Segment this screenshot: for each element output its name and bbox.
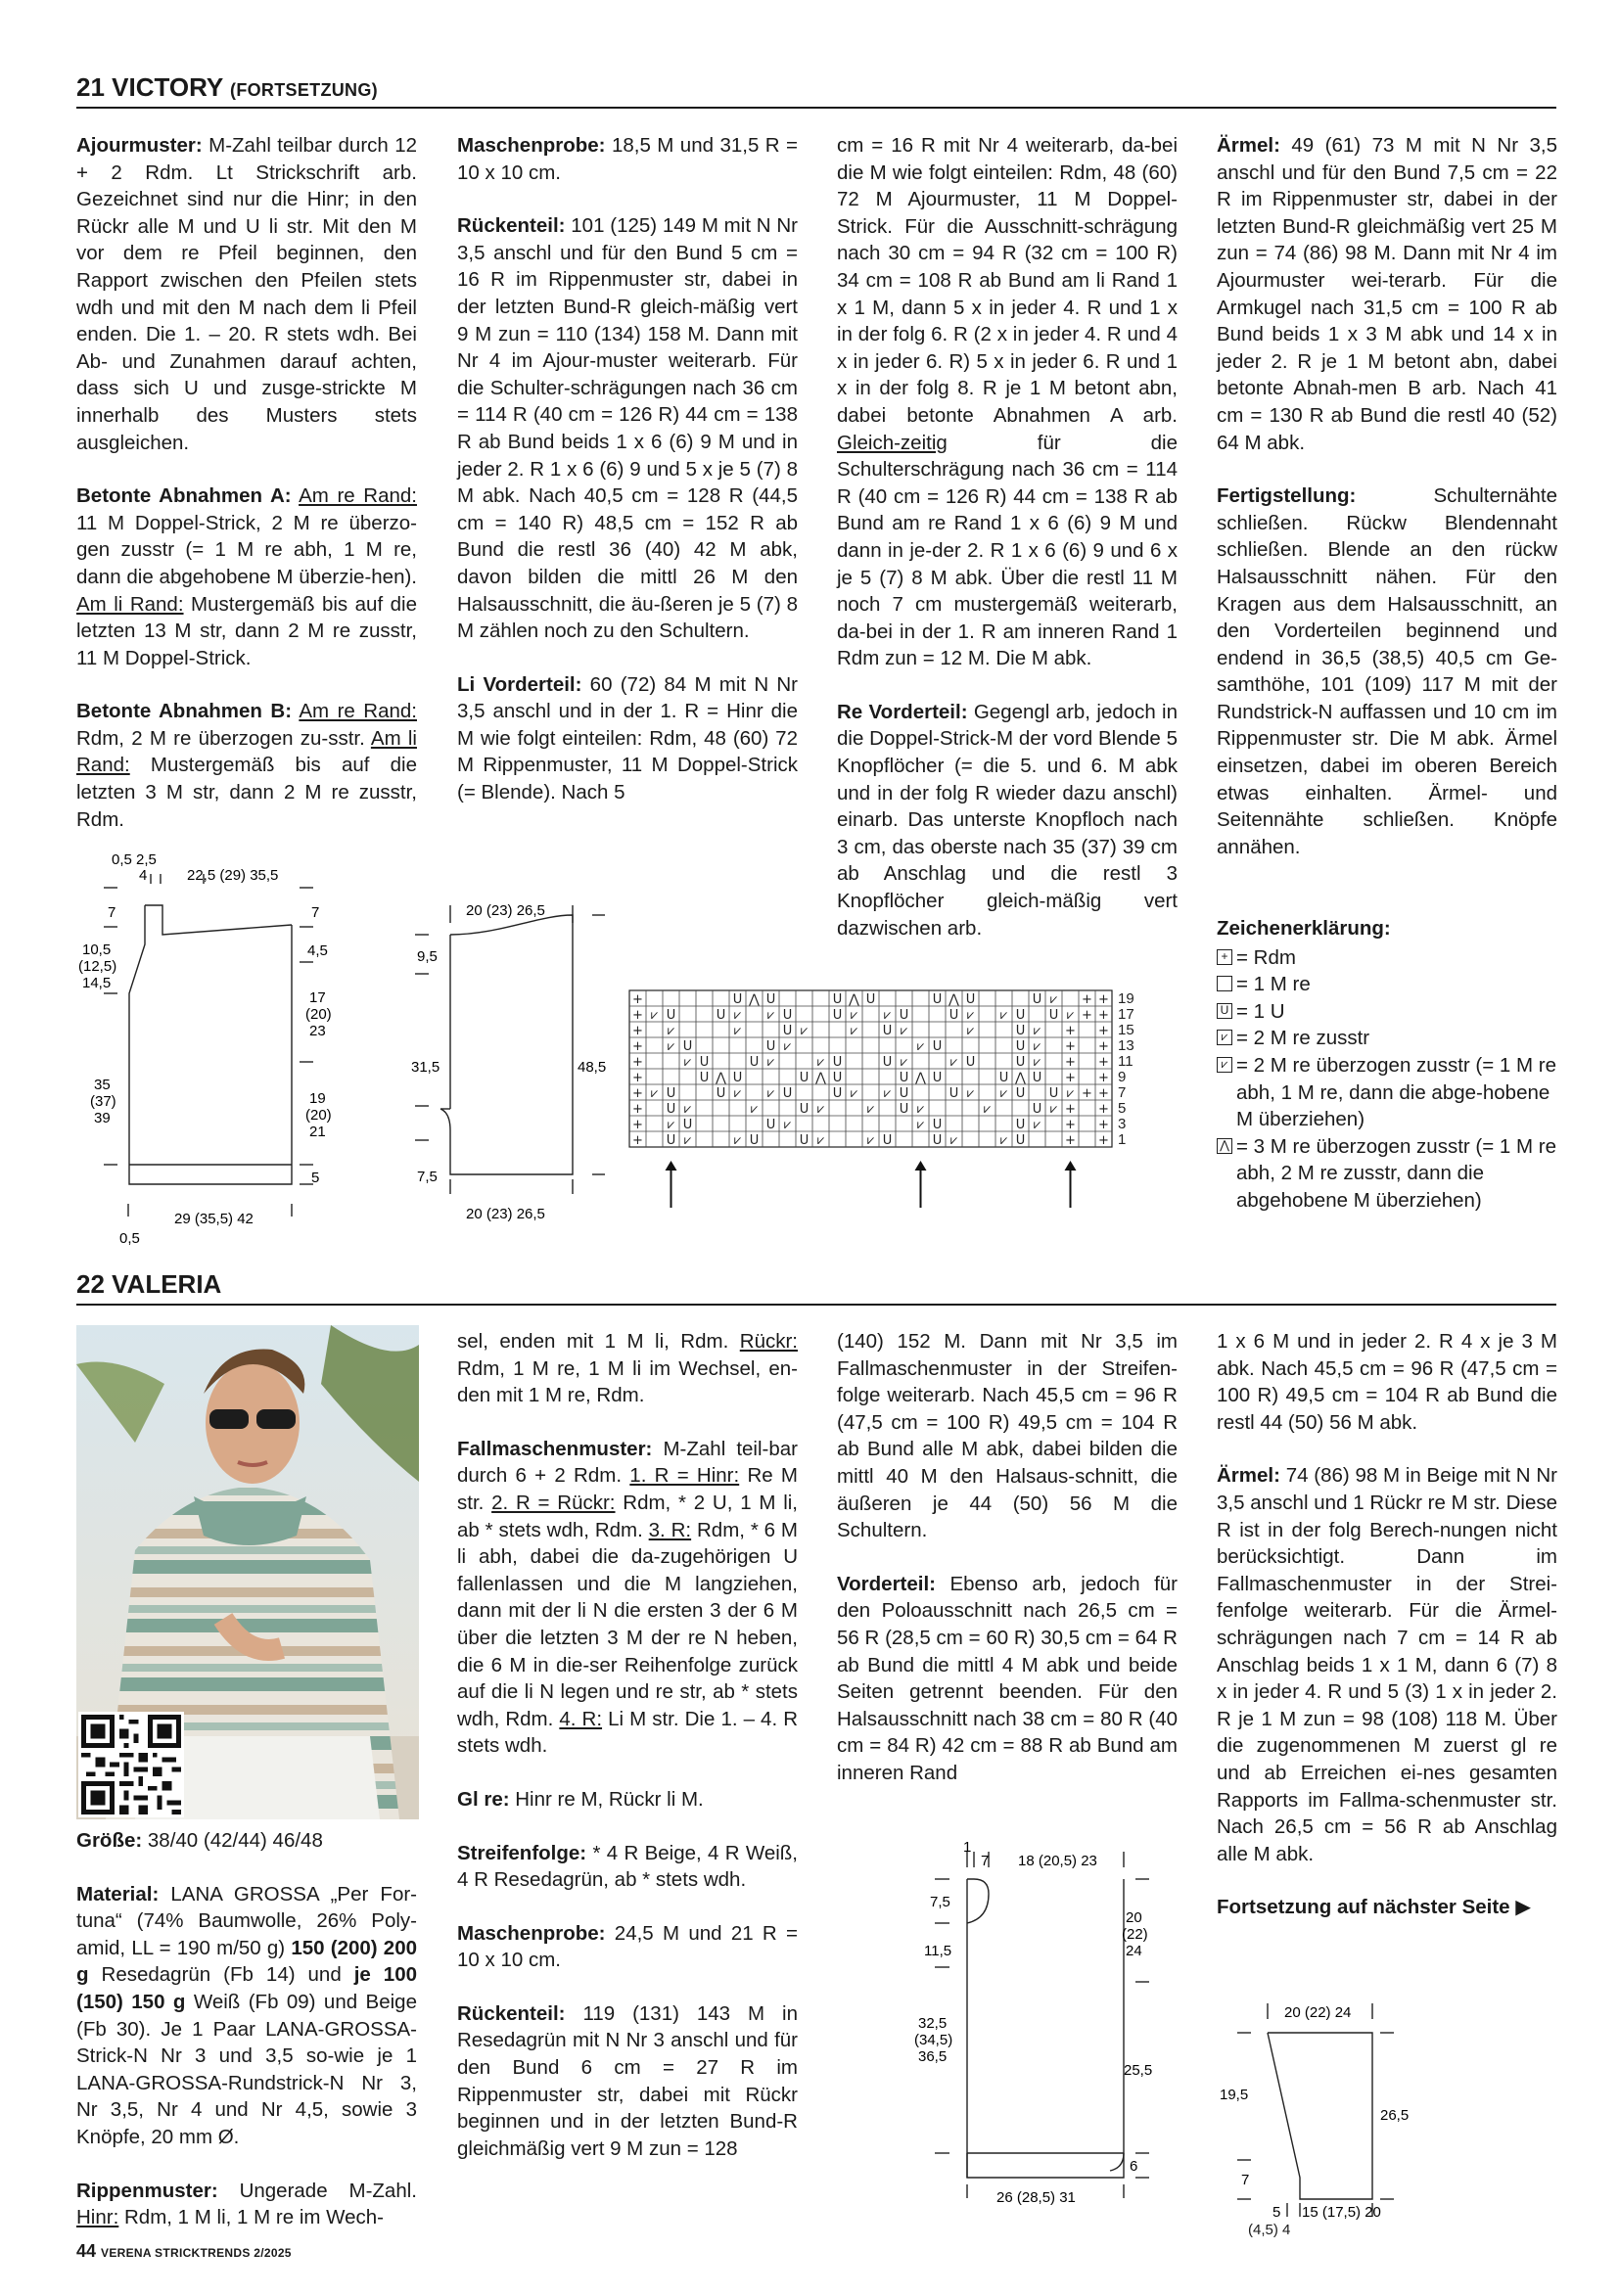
paragraph: Fertigstellung: Schulternähte schließen. Rückw Blendennaht schließen. Blende an den rückw Halsausschnitt nähen. Für den Kragen aus dem Halsausschnitt, an den Vorderteilen beginnend und endend in 36,5 (38,5) 40,5 cm Ge-samthöhe, 101 (109) 117 M mit der Rundstrick-N auffassen und 10 cm im Rippenmuster str. Die M abk. Ärmel einsetzen, dabei im oberen Bereich etwas einhalten. Ärmel- und Seitennähte schließen. Knöpfe annähen. bbox=[1217, 484, 1557, 858]
chart-symbol: + bbox=[1065, 1133, 1076, 1148]
chart-symbol: U bbox=[865, 992, 876, 1007]
chart-symbol: + bbox=[632, 1133, 643, 1148]
victory-column-1 bbox=[76, 132, 417, 833]
dim-label: 9,5 bbox=[417, 948, 438, 965]
chart-symbol: ⩗ bbox=[1049, 992, 1058, 1007]
legend-item: = 1 M re bbox=[1217, 971, 1557, 998]
dim-label: 7,5 bbox=[417, 1169, 438, 1185]
chart-symbol: ⩗ bbox=[966, 1024, 975, 1038]
chart-symbol: ⩗ bbox=[1033, 1118, 1041, 1132]
chart-symbol: U bbox=[1032, 1071, 1042, 1085]
dim-label: 7 bbox=[1241, 2172, 1250, 2188]
chart-symbol: ⩗ bbox=[1033, 1039, 1041, 1054]
chart-symbol: U bbox=[699, 1071, 710, 1085]
chart-symbol: U bbox=[666, 1086, 676, 1101]
paragraph: Re Vorderteil: Gegengl arb, jedoch in die Doppel-Strick-M der vord Blende 5 Knopflöcher (= die 5. und 6. M abk und in der folg R wieder dazu anschl) einarb. Das unterste Knopfloch nach 3 cm, das oberste nach 35 (37) 39 cm ab Anschlag und die restl 3 Knopflöcher gleich-mäßig vert dazwischen arb. bbox=[837, 700, 1178, 940]
chart-symbol: U bbox=[799, 1071, 810, 1085]
chart-symbol: ⩗ bbox=[916, 1118, 925, 1132]
chart-symbol: U bbox=[1015, 1008, 1026, 1023]
chart-symbol: ⋀ bbox=[815, 1071, 826, 1085]
paragraph: Maschenprobe: 24,5 M und 21 R = 10 x 10 cm. bbox=[457, 1921, 798, 1972]
paragraph: Streifenfolge: * 4 R Beige, 4 R Weiß, 4 R Resedagrün, ab * stets wdh. bbox=[457, 1841, 798, 1892]
dim-label: 5 bbox=[1272, 2204, 1281, 2221]
chart-symbol: + bbox=[1098, 1086, 1109, 1101]
paragraph: Ajourmuster: M-Zahl teilbar durch 12 + 2 Rdm. Lt Strickschrift arb. Gezeichnet sind nur die Hinr; in den Rückr alle M und U li str. Mit den M vor dem re Pfeil beginnen, den Rapport zwischen den Pfeilen stets wdh und mit den M nach dem li Pfeil enden. Die 1. – 20. R stets wdh. Bei Ab- und Zunahmen darauf achten, dass sich U und zusge-strickte M innerhalb des Musters stets ausgleichen. bbox=[76, 134, 417, 454]
chart-symbol: + bbox=[632, 1039, 643, 1054]
dim-label: (20) bbox=[305, 1107, 332, 1124]
legend-item: ⩗ = 2 M re zusstr bbox=[1217, 1025, 1557, 1052]
dim-label: 39 bbox=[94, 1110, 111, 1126]
chart-symbol: ⩗ bbox=[766, 1055, 775, 1070]
chart-symbol: ⩗ bbox=[850, 1008, 858, 1023]
chart-symbol: + bbox=[632, 1118, 643, 1132]
row-number-label: 13 bbox=[1118, 1037, 1134, 1054]
chart-symbol: U bbox=[666, 1008, 676, 1023]
continue-link[interactable]: Fortsetzung auf nächster Seite ▶ bbox=[1217, 1896, 1532, 1919]
chart-symbol: U bbox=[899, 1102, 909, 1117]
chart-symbol: U bbox=[932, 1071, 943, 1085]
chart-symbol: U bbox=[682, 1039, 693, 1054]
dim-label: 29 (35,5) 42 bbox=[174, 1211, 254, 1227]
chart-symbol: ⩗ bbox=[883, 1086, 892, 1101]
row-number-label: 5 bbox=[1118, 1100, 1127, 1117]
chart-symbol: ⩗ bbox=[1033, 1024, 1041, 1038]
ajour-knitting-chart bbox=[626, 987, 1175, 1280]
paragraph: Betonte Abnahmen A: Am re Rand: 11 M Doppel-Strick, 2 M re überzo-gen zusstr (= 1 M re abh, 1 M re, dann die abgehobene M überzie-hen). Am li Rand: Mustergemäß bis auf die letzten 13 M str, dann 2 M re zusstr, 11 M Doppel-Strick. bbox=[76, 484, 417, 669]
valeria-column-2 bbox=[457, 1328, 798, 2162]
row-number-label: 7 bbox=[1118, 1084, 1127, 1101]
chart-symbol: ⩗ bbox=[966, 1008, 975, 1023]
dim-label: 14,5 bbox=[82, 975, 112, 991]
chart-symbol: ⩗ bbox=[733, 1086, 742, 1101]
chart-symbol: ⩗ bbox=[667, 1024, 675, 1038]
victory-column-3 bbox=[837, 132, 1178, 941]
dim-label: 15 (17,5) 20 bbox=[1302, 2204, 1381, 2221]
chart-symbol: U bbox=[1015, 1118, 1026, 1132]
chart-symbol: ⋀ bbox=[716, 1071, 726, 1085]
row-number-label: 9 bbox=[1118, 1069, 1127, 1085]
dim-label: 31,5 bbox=[411, 1059, 440, 1076]
chart-symbol: ⩗ bbox=[816, 1055, 825, 1070]
chart-symbol: + bbox=[1082, 992, 1092, 1007]
dim-label: 22,5 (29) 35,5 bbox=[187, 867, 279, 884]
chart-symbol: U bbox=[948, 1008, 959, 1023]
dim-label: 36,5 bbox=[918, 2048, 948, 2065]
dim-label: 5 bbox=[311, 1170, 320, 1186]
dim-label: 4 bbox=[139, 867, 148, 884]
knit-symbol-icon bbox=[1217, 976, 1232, 991]
chart-symbol: ⩗ bbox=[683, 1133, 692, 1148]
dim-label: 1 bbox=[963, 1840, 972, 1856]
dim-label: 7,5 bbox=[930, 1894, 950, 1910]
dim-label: 0,5 2,5 bbox=[112, 851, 157, 868]
paragraph: Vorderteil: Ebenso arb, jedoch für den Poloausschnitt nach 26,5 cm = 56 R (28,5 cm = 60 R) 30,5 cm = 64 R ab Bund die mittl 4 M abk und beide Seiten getrennt beenden. Für den Halsausschnitt nach 38 cm = 80 R (40 cm = 84 R) 42 cm = 88 R ab Bund am inneren Rand bbox=[837, 1572, 1178, 1784]
chart-symbol: ⩗ bbox=[683, 1055, 692, 1070]
chart-symbol: U bbox=[765, 1118, 776, 1132]
dim-label: 26,5 bbox=[1380, 2107, 1410, 2124]
chart-symbol: ⩗ bbox=[667, 1118, 675, 1132]
legend-item: U = 1 U bbox=[1217, 998, 1557, 1026]
chart-symbol: U bbox=[1032, 992, 1042, 1007]
repeat-arrow-icon bbox=[1065, 1161, 1077, 1171]
chart-symbol: U bbox=[998, 1071, 1009, 1085]
chart-symbol: + bbox=[1098, 1118, 1109, 1132]
paragraph: Größe: 38/40 (42/44) 46/48 bbox=[76, 1829, 323, 1852]
repeat-arrow-icon bbox=[666, 1161, 677, 1171]
chart-symbol: ⩗ bbox=[1066, 1008, 1075, 1023]
chart-symbol: U bbox=[1048, 1086, 1059, 1101]
chart-symbol: U bbox=[765, 1039, 776, 1054]
magazine-name: VERENA STRICKTRENDS 2/2025 bbox=[101, 2246, 292, 2260]
paragraph: Ärmel: 49 (61) 73 M mit N Nr 3,5 anschl und für den Bund 7,5 cm = 22 R im Rippenmuster str, dabei in der letzten Bund-R gleichmäßig vert 25 M zun = 74 (86) 98 M. Dann mit Nr 4 im Ajourmuster wei-terarb. Für die Armkugel nach 31,5 cm = 100 R ab Bund beids 1 x 3 M abk und 14 x in jeder 2. R je 1 M betont abn, dabei betonte Abnah-men B arb. Nach 41 cm = 130 R ab Bund die restl 40 (52) 64 M abk. bbox=[1217, 134, 1557, 454]
valeria-column-4 bbox=[1217, 1328, 1557, 1921]
chart-symbol: U bbox=[799, 1133, 810, 1148]
paragraph: Maschenprobe: 18,5 M und 31,5 R = 10 x 10 cm. bbox=[457, 134, 798, 184]
chart-symbol: U bbox=[782, 1024, 793, 1038]
chart-symbol: ⩗ bbox=[733, 1008, 742, 1023]
valeria-column-3 bbox=[837, 1328, 1178, 1787]
dim-label: 19 bbox=[309, 1090, 326, 1107]
chart-symbol: U bbox=[1015, 1086, 1026, 1101]
chart-symbol: U bbox=[899, 1008, 909, 1023]
chart-symbol: U bbox=[716, 1086, 726, 1101]
chart-symbol: ⩗ bbox=[750, 1102, 759, 1117]
chart-symbol: ⩗ bbox=[916, 1102, 925, 1117]
chart-symbol: + bbox=[1065, 1118, 1076, 1132]
chart-symbol: U bbox=[716, 1008, 726, 1023]
chart-symbol: ⩗ bbox=[1066, 1086, 1075, 1101]
chart-symbol: ⩗ bbox=[683, 1102, 692, 1117]
chart-symbol: + bbox=[1065, 1055, 1076, 1070]
dim-label: 10,5 bbox=[82, 941, 112, 958]
chart-symbol: U bbox=[799, 1102, 810, 1117]
dim-label: 4,5 bbox=[307, 942, 328, 959]
chart-symbol: U bbox=[1015, 1133, 1026, 1148]
legend-item: ⩗ = 2 M re überzogen zusstr (= 1 M re abh, 1 M re, dann die abge-hobene M überziehen) bbox=[1217, 1052, 1557, 1133]
chart-symbol: ⩗ bbox=[999, 1133, 1008, 1148]
chart-symbol: + bbox=[632, 992, 643, 1007]
chart-symbol: U bbox=[899, 1086, 909, 1101]
dim-label: 17 bbox=[309, 989, 326, 1006]
chart-symbol: ⩗ bbox=[883, 1008, 892, 1023]
valeria-sleeve-schematic bbox=[1214, 1992, 1419, 2227]
chart-symbol: ⩗ bbox=[783, 1039, 792, 1054]
chart-symbol: U bbox=[699, 1055, 710, 1070]
chart-symbol: U bbox=[932, 1118, 943, 1132]
dim-label: 25,5 bbox=[1124, 2062, 1153, 2079]
dim-label: 19,5 bbox=[1220, 2087, 1249, 2103]
chart-symbol: U bbox=[765, 992, 776, 1007]
legend-item: ⋀ = 3 M re überzogen zusstr (= 1 M re abh, 2 M re zusstr, dann die abgehobene M überziehen) bbox=[1217, 1133, 1557, 1215]
chart-symbol: ⩗ bbox=[650, 1008, 659, 1023]
dim-label: 35 bbox=[94, 1077, 111, 1093]
chart-symbol: U bbox=[832, 1071, 843, 1085]
chart-symbol: ⩗ bbox=[866, 1102, 875, 1117]
chart-symbol: U bbox=[749, 1055, 760, 1070]
chart-symbol: ⋀ bbox=[915, 1071, 926, 1085]
chart-symbol: U bbox=[832, 1055, 843, 1070]
paragraph: Rückenteil: 101 (125) 149 M mit N Nr 3,5 anschl und für den Bund 5 cm = 16 R im Rippenmuster str, dabei in der letzten Bund-R gleich-mäßig vert 9 M zun = 110 (134) 158 M. Dann mit Nr 4 im Ajour-muster weiterarb. Für die Schulter-schrägungen nach 36 cm = 114 R (40 cm = 126 R) 44 cm = 138 R ab Bund beids 1 x 6 (6) 9 M und in jeder 2. R 1 x 6 (6) 9 und 5 x je 5 (7) 8 M abk. Nach 40,5 cm = 128 R (44,5 cm = 140 R) 48,5 cm = 152 R ab Bund die restl 36 (40) 42 M abk, davon bilden die mittl 26 M den Halsausschnitt, die äu-ßeren je 5 (7) 8 M zählen noch zu den Schultern. bbox=[457, 214, 798, 643]
chart-symbol: ⩗ bbox=[766, 1086, 775, 1101]
legend bbox=[1217, 915, 1557, 1215]
dim-label: (34,5) bbox=[914, 2032, 953, 2048]
chart-symbol: + bbox=[1098, 1102, 1109, 1117]
row-number-label: 15 bbox=[1118, 1022, 1134, 1038]
chart-symbol: + bbox=[1098, 1071, 1109, 1085]
paragraph: Betonte Abnahmen B: Am re Rand: Rdm, 2 M re überzogen zu-sstr. Am li Rand: Mustergemäß bis auf die letzten 3 M str, dann 2 M re zusstr, Rdm. bbox=[76, 700, 417, 831]
chart-symbol: ⋀ bbox=[749, 992, 760, 1007]
chart-symbol: ⩗ bbox=[949, 1133, 958, 1148]
chart-symbol: ⩗ bbox=[916, 1039, 925, 1054]
chart-symbol: ⩗ bbox=[949, 1055, 958, 1070]
chart-symbol: + bbox=[632, 1024, 643, 1038]
chart-symbol: U bbox=[899, 1071, 909, 1085]
chart-symbol: + bbox=[632, 1071, 643, 1085]
dim-label: 0,5 bbox=[119, 1230, 140, 1247]
chart-symbol: ⩗ bbox=[733, 1133, 742, 1148]
dim-label: 11,5 bbox=[924, 1943, 952, 1959]
chart-symbol: U bbox=[882, 1055, 893, 1070]
chart-symbol: ⩗ bbox=[1049, 1102, 1058, 1117]
dim-label: (4,5) 4 bbox=[1248, 2222, 1291, 2238]
chart-symbol: U bbox=[932, 1133, 943, 1148]
paragraph: Gl re: Hinr re M, Rückr li M. bbox=[457, 1787, 704, 1811]
section-header-victory bbox=[76, 72, 1556, 109]
chart-symbol: U bbox=[948, 1086, 959, 1101]
chart-symbol: ⩗ bbox=[900, 1024, 908, 1038]
chart-symbol: + bbox=[632, 1086, 643, 1101]
chart-symbol: ⋀ bbox=[1015, 1071, 1026, 1085]
paragraph: 1 x 6 M und in jeder 2. R 4 x je 3 M abk. Nach 45,5 cm = 96 R (47,5 cm = 100 R) 49,5 cm = 104 R ab Bund die restl 44 (50) 56 M abk. bbox=[1217, 1330, 1557, 1434]
paragraph: sel, enden mit 1 M li, Rdm. Rückr: Rdm, 1 M re, 1 M li im Wechsel, en-den mit 1 M re, Rdm. bbox=[457, 1330, 798, 1407]
legend-title: Zeichenerklärung: bbox=[1217, 917, 1391, 940]
chart-symbol: ⩗ bbox=[850, 1086, 858, 1101]
row-number-label: 1 bbox=[1118, 1131, 1127, 1148]
paragraph: cm = 16 R mit Nr 4 weiterarb, da-bei die M wie folgt einteilen: Rdm, 48 (60) 72 M Ajourmuster, 11 M Doppel-Strick. Für die Ausschnitt-schrägung nach 30 cm = 94 R (32 cm = 100 R) 34 cm = 108 R ab Bund am li Rand 1 x 1 M, dann 5 x in jeder 4. R und 1 x in der folg 6. R (2 x in jeder 4. R und 4 x in jeder 6. R) 5 x in jeder 6. R und 1 x in der folg 8. R je 1 M betont abn, dabei betonte Abnahmen A arb. Gleich-zeitig für die Schulterschrägung nach 36 cm = 114 R (40 cm = 126 R) 44 cm = 138 R ab Bund am re Rand 1 x 6 (6) 9 M und dann in je-der 2. R 1 x 6 (6) 9 und 6 x je 5 (7) 8 M abk. Über die restl 11 M noch 7 cm mustergemäß weiterarb, da-bei in der 1. R am inneren Rand 1 Rdm zun = 12 M. Die M abk. bbox=[837, 134, 1178, 670]
dim-label: 21 bbox=[309, 1124, 326, 1140]
chart-symbol: U bbox=[1048, 1008, 1059, 1023]
chart-symbol: + bbox=[1082, 1008, 1092, 1023]
dim-label: 48,5 bbox=[578, 1059, 607, 1076]
chart-symbol: U bbox=[1015, 1055, 1026, 1070]
chart-symbol: + bbox=[632, 1102, 643, 1117]
chart-symbol: ⩗ bbox=[667, 1039, 675, 1054]
chart-symbol: ⩗ bbox=[900, 1055, 908, 1070]
dim-label: 20 bbox=[1126, 1909, 1142, 1926]
page-footer bbox=[76, 2241, 292, 2262]
chart-symbol: ⩗ bbox=[816, 1102, 825, 1117]
chart-symbol: ⩗ bbox=[783, 1118, 792, 1132]
chart-symbol: U bbox=[965, 1055, 976, 1070]
chart-symbol: ⩗ bbox=[733, 1024, 742, 1038]
chart-symbol: ⩗ bbox=[866, 1133, 875, 1148]
chart-symbol: ⩗ bbox=[766, 1008, 775, 1023]
section-title: 21 VICTORY bbox=[76, 72, 223, 102]
chart-symbol: + bbox=[1098, 1024, 1109, 1038]
chart-symbol: ⩗ bbox=[999, 1086, 1008, 1101]
chart-symbol: + bbox=[1065, 1071, 1076, 1085]
dim-label: 26 (28,5) 31 bbox=[996, 2189, 1076, 2206]
chart-symbol: + bbox=[1082, 1086, 1092, 1101]
dim-label: (20) bbox=[305, 1006, 332, 1023]
chart-symbol: ⋀ bbox=[948, 992, 959, 1007]
paragraph: (140) 152 M. Dann mit Nr 3,5 im Fallmaschenmuster in der Streifen-folge weiterarb. Nach 45,5 cm = 96 R (47,5 cm = 100 R) 49,5 cm = 104 R ab Bund alle M abk, dabei bilden die mittl 40 M den Halsaus-schnitt, die äußeren je 44 (50) 56 M die Schultern. bbox=[837, 1330, 1178, 1542]
dim-label: 6 bbox=[1130, 2158, 1138, 2175]
sk2p-symbol-icon: ⋀ bbox=[1217, 1138, 1232, 1154]
dim-label: (12,5) bbox=[78, 958, 117, 975]
repeat-arrow-icon bbox=[915, 1161, 927, 1171]
paragraph: Fallmaschenmuster: M-Zahl teil-bar durch 6 + 2 Rdm. 1. R = Hinr: Re M str. 2. R = Rückr: Rdm, * 2 U, 1 M li, ab * stets wdh, Rdm. 3. R: Rdm, * 6 M li abh, dabei die da-zugehörigen U fallenlassen und die M langziehen, dann mit der li N die ersten 3 der 6 M über die letzten 3 M der re N heben, die 6 M in die-ser Reihenfolge zurück auf die li N legen und re str, ab * stets wdh, Rdm. 4. R: Li M str. Die 1. – 4. R stets wdh. bbox=[457, 1437, 799, 1758]
row-number-label: 17 bbox=[1118, 1006, 1134, 1023]
chart-symbol: + bbox=[632, 1008, 643, 1023]
dim-label: 20 (23) 26,5 bbox=[466, 1206, 545, 1222]
victory-column-4 bbox=[1217, 132, 1557, 860]
chart-symbol: U bbox=[732, 992, 743, 1007]
chart-symbol: + bbox=[1065, 1024, 1076, 1038]
valeria-column-1 bbox=[76, 1827, 417, 2231]
chart-symbol: + bbox=[1098, 1008, 1109, 1023]
chart-symbol: U bbox=[832, 1086, 843, 1101]
chart-symbol: U bbox=[832, 992, 843, 1007]
chart-symbol: ⩗ bbox=[999, 1008, 1008, 1023]
chart-symbol: U bbox=[666, 1133, 676, 1148]
section-subtitle: (FORTSETZUNG) bbox=[230, 80, 378, 100]
dim-label: 20 (23) 26,5 bbox=[466, 902, 545, 919]
qr-code[interactable] bbox=[78, 1712, 184, 1817]
dim-label: (37) bbox=[90, 1093, 116, 1110]
chart-symbol: U bbox=[749, 1133, 760, 1148]
k2tog-symbol-icon: ⩗ bbox=[1217, 1030, 1232, 1045]
chart-symbol: U bbox=[882, 1024, 893, 1038]
section-header-valeria bbox=[76, 1269, 1556, 1306]
chart-symbol: U bbox=[1015, 1039, 1026, 1054]
dim-label: 7 bbox=[311, 904, 320, 921]
dim-label: 7 bbox=[981, 1853, 990, 1869]
chart-symbol: U bbox=[682, 1118, 693, 1132]
chart-symbol: U bbox=[1032, 1102, 1042, 1117]
chart-symbol: + bbox=[1098, 1133, 1109, 1148]
row-number-label: 19 bbox=[1118, 990, 1134, 1007]
chart-symbol: + bbox=[1098, 1055, 1109, 1070]
back-piece-schematic bbox=[74, 847, 358, 1248]
chart-symbol: U bbox=[882, 1133, 893, 1148]
skp-symbol-icon: ⩗ bbox=[1217, 1057, 1232, 1073]
chart-symbol: ⩗ bbox=[850, 1024, 858, 1038]
chart-symbol: U bbox=[965, 992, 976, 1007]
chart-symbol: ⋀ bbox=[849, 992, 859, 1007]
chart-symbol: U bbox=[782, 1008, 793, 1023]
section-title: 22 VALERIA bbox=[76, 1269, 222, 1299]
yarn-over-symbol-icon: U bbox=[1217, 1003, 1232, 1019]
legend-item: + = Rdm bbox=[1217, 944, 1557, 972]
dim-label: (22) bbox=[1122, 1926, 1148, 1943]
dim-label: 7 bbox=[108, 904, 116, 921]
chart-symbol: + bbox=[1065, 1039, 1076, 1054]
chart-symbol: ⩗ bbox=[1033, 1055, 1041, 1070]
chart-symbol: + bbox=[1065, 1102, 1076, 1117]
chart-symbol: ⩗ bbox=[800, 1024, 809, 1038]
dim-label: 32,5 bbox=[918, 2015, 948, 2032]
dim-label: 23 bbox=[309, 1023, 326, 1039]
row-number-label: 11 bbox=[1118, 1053, 1133, 1070]
chart-symbol: + bbox=[1098, 992, 1109, 1007]
sleeve-schematic bbox=[401, 895, 617, 1248]
body-schematic bbox=[901, 1840, 1165, 2227]
chart-symbol: + bbox=[1098, 1039, 1109, 1054]
chart-symbol: + bbox=[632, 1055, 643, 1070]
chart-symbol: U bbox=[732, 1071, 743, 1085]
paragraph: Ärmel: 74 (86) 98 M in Beige mit N Nr 3,5 anschl und 1 Rückr re M str. Diese R ist in der folg Berech-nungen nicht berücksichtigt. Dann im Fallmaschenmuster in der Strei-fenfolge weiterarb. Für die Ärmel-schrägungen nach 7 cm = 14 R ab Anschlag beids 1 x 1 M, dann 6 (7) 8 x in jeder 4. R und 5 (3) 1 x in jeder 2. R je 1 M zun = 98 (108) 118 M. Über die zugenommenen M zuerst gl re und ab Erreichen ei-nes gesamten Rapports im Fallma-schenmuster str. Nach 26,5 cm = 56 R ab Anschlag alle M abk. bbox=[1217, 1464, 1557, 1865]
victory-column-2 bbox=[457, 132, 798, 806]
chart-symbol: U bbox=[932, 1039, 943, 1054]
rdm-symbol-icon: + bbox=[1217, 949, 1232, 965]
dim-label: 18 (20,5) 23 bbox=[1018, 1853, 1097, 1869]
chart-symbol: U bbox=[1015, 1024, 1026, 1038]
page-number: 44 bbox=[76, 2241, 97, 2261]
chart-symbol: U bbox=[782, 1086, 793, 1101]
paragraph: Material: LANA GROSSA „Per For-tuna“ (74% Baumwolle, 26% Poly-amid, LL = 190 m/50 g) 150 (200) 200 g Resedagrün (Fb 14) und je 100 (150) 150 g Weiß (Fb 09) und Beige (Fb 30). Je 1 Paar LANA-GROSSA-Strick-N Nr 3 und 3,5 so-wie je 1 LANA-GROSSA-Rundstrick-N Nr 3, Nr 3,5, Nr 4 und Nr 4,5, sowie 3 Knöpfe, 20 mm Ø. bbox=[76, 1882, 418, 2148]
paragraph: Rippenmuster: Ungerade M-Zahl. Hinr: Rdm, 1 M li, 1 M re im Wech- bbox=[76, 2179, 417, 2229]
paragraph: Rückenteil: 119 (131) 143 M in Resedagrün mit N Nr 3 anschl und für den Bund 6 cm = 27 R im Rippenmuster str, dabei mit Rückr beginnen und in der letzten Bund-R gleichmäßig vert 9 M zun = 128 bbox=[457, 2001, 798, 2160]
dim-label: 24 bbox=[1126, 1943, 1142, 1959]
chart-symbol: U bbox=[666, 1102, 676, 1117]
paragraph: Li Vorderteil: 60 (72) 84 M mit N Nr 3,5 anschl und in der 1. R = Hinr die M wie folgt einteilen: Rdm, 48 (60) 72 M Rippenmuster, 11 M Doppel-Strick (= Blende). Nach 5 bbox=[457, 672, 798, 804]
chart-symbol: ⩗ bbox=[983, 1102, 992, 1117]
chart-symbol: U bbox=[832, 1008, 843, 1023]
chart-symbol: ⩗ bbox=[650, 1086, 659, 1101]
row-number-label: 3 bbox=[1118, 1116, 1127, 1132]
chart-symbol: ⩗ bbox=[816, 1133, 825, 1148]
dim-label: 20 (22) 24 bbox=[1284, 2004, 1352, 2021]
chart-symbol: ⩗ bbox=[966, 1086, 975, 1101]
chart-symbol: U bbox=[932, 992, 943, 1007]
